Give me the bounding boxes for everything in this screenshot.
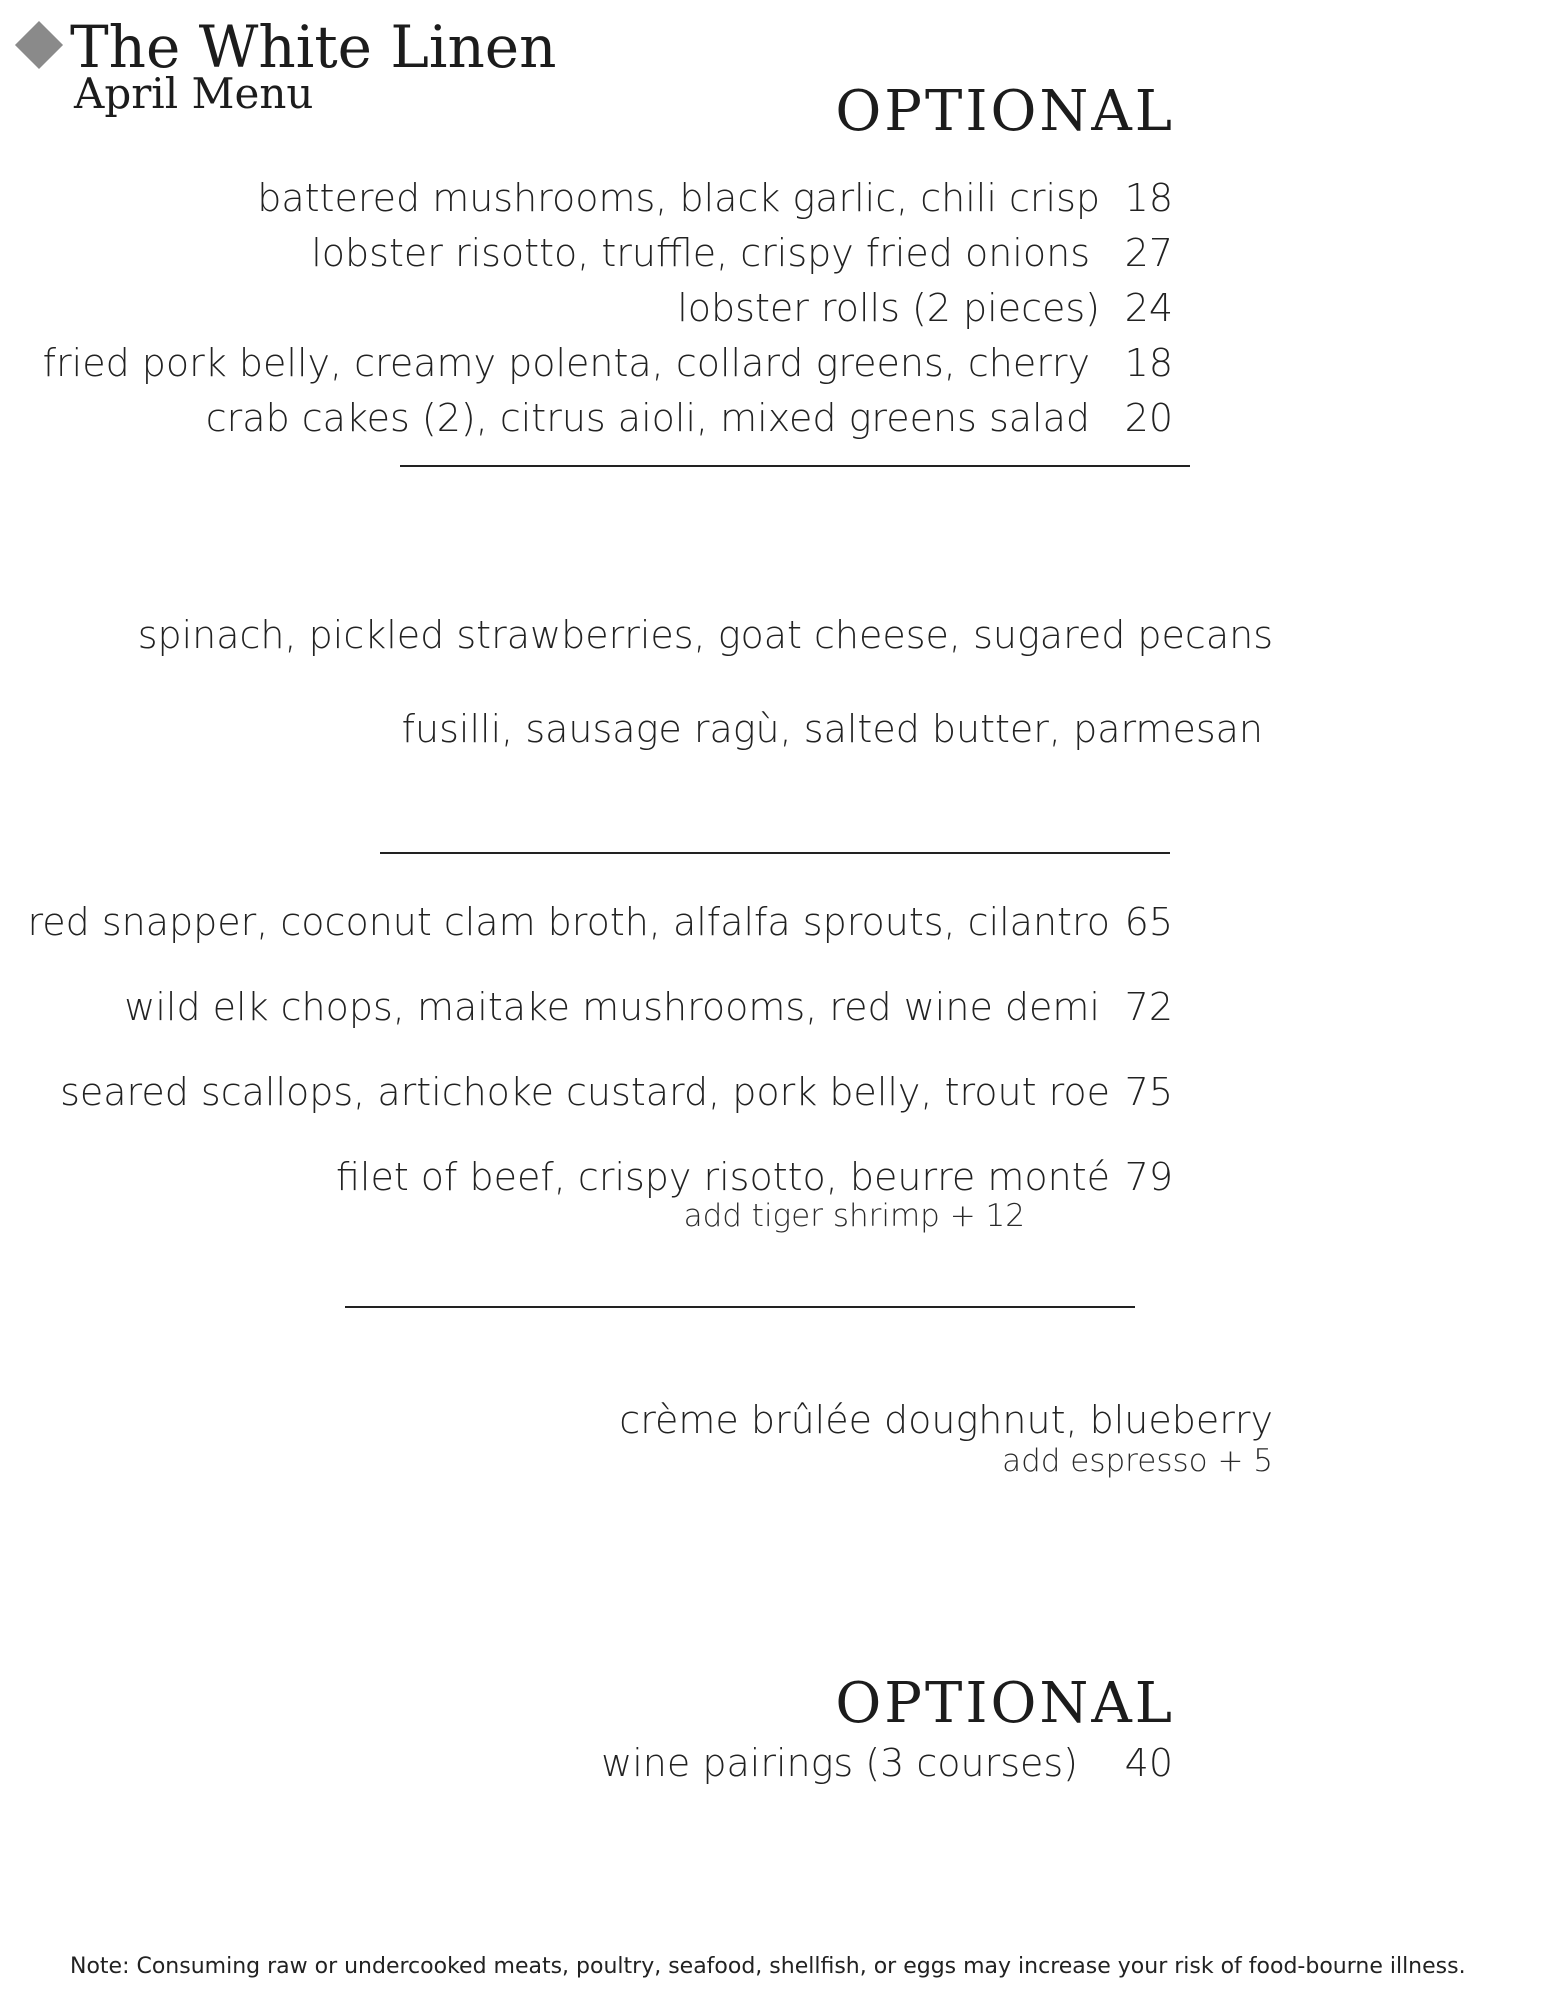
menu-item	[0, 228, 1545, 278]
item-description: spinach, pickled strawberries, goat cheese, sugared pecans	[137, 613, 1273, 657]
item-description: crème brûlée doughnut, blueberry	[619, 1398, 1273, 1442]
item-description: lobster rolls (2 pieces)	[677, 286, 1100, 330]
menu-subtitle: April Menu	[74, 69, 314, 118]
menu-item	[0, 338, 1545, 388]
optional-heading: OPTIONAL	[835, 1671, 1175, 1736]
restaurant-name: The White Linen	[70, 13, 557, 81]
item-description: fried pork belly, creamy polenta, collard greens, cherry	[42, 341, 1090, 385]
menu-item	[0, 1152, 1545, 1202]
menu-item	[0, 173, 1545, 223]
item-price: 75	[1124, 1070, 1173, 1114]
item-description: fusilli, sausage ragù, salted butter, parmesan	[401, 707, 1263, 751]
item-price: 27	[1124, 231, 1173, 275]
item-price: 18	[1124, 176, 1173, 220]
item-price: 24	[1124, 286, 1173, 330]
addon-note: add espresso + 5	[1002, 1443, 1273, 1479]
menu-item	[0, 897, 1545, 947]
optional-heading: OPTIONAL	[835, 79, 1175, 144]
item-description: lobster risotto, truffle, crispy fried onions	[311, 231, 1090, 275]
menu-item	[0, 1395, 1545, 1445]
menu-item	[0, 283, 1545, 333]
item-description: crab cakes (2), citrus aioli, mixed greens salad	[205, 396, 1090, 440]
item-description: red snapper, coconut clam broth, alfalfa sprouts, cilantro	[27, 900, 1110, 944]
item-price: 65	[1124, 900, 1173, 944]
item-price: 20	[1124, 396, 1173, 440]
item-price: 18	[1124, 341, 1173, 385]
section-divider	[400, 465, 1190, 467]
menu-item	[0, 393, 1545, 443]
item-price: 79	[1124, 1155, 1173, 1199]
item-description: wine pairings (3 courses)	[601, 1741, 1078, 1785]
diamond-icon	[15, 21, 63, 69]
menu-item	[0, 610, 1545, 660]
item-description: wild elk chops, maitake mushrooms, red wine demi	[124, 985, 1100, 1029]
item-price: 72	[1124, 985, 1173, 1029]
menu-item	[0, 1738, 1545, 1788]
item-description: battered mushrooms, black garlic, chili crisp	[257, 176, 1100, 220]
item-description: seared scallops, artichoke custard, pork belly, trout roe	[60, 1070, 1110, 1114]
section-divider	[380, 852, 1170, 854]
footer-note: Note: Consuming raw or undercooked meats, poultry, seafood, shellfish, or eggs may increase your risk of food-bourne illness.	[70, 1954, 1466, 1979]
item-description: filet of beef, crispy risotto, beurre monté	[335, 1155, 1110, 1199]
section-divider	[345, 1306, 1135, 1308]
addon-note: add tiger shrimp + 12	[683, 1198, 1025, 1234]
menu-item	[0, 704, 1545, 754]
menu-item	[0, 1067, 1545, 1117]
item-price: 40	[1124, 1741, 1173, 1785]
menu-item	[0, 982, 1545, 1032]
